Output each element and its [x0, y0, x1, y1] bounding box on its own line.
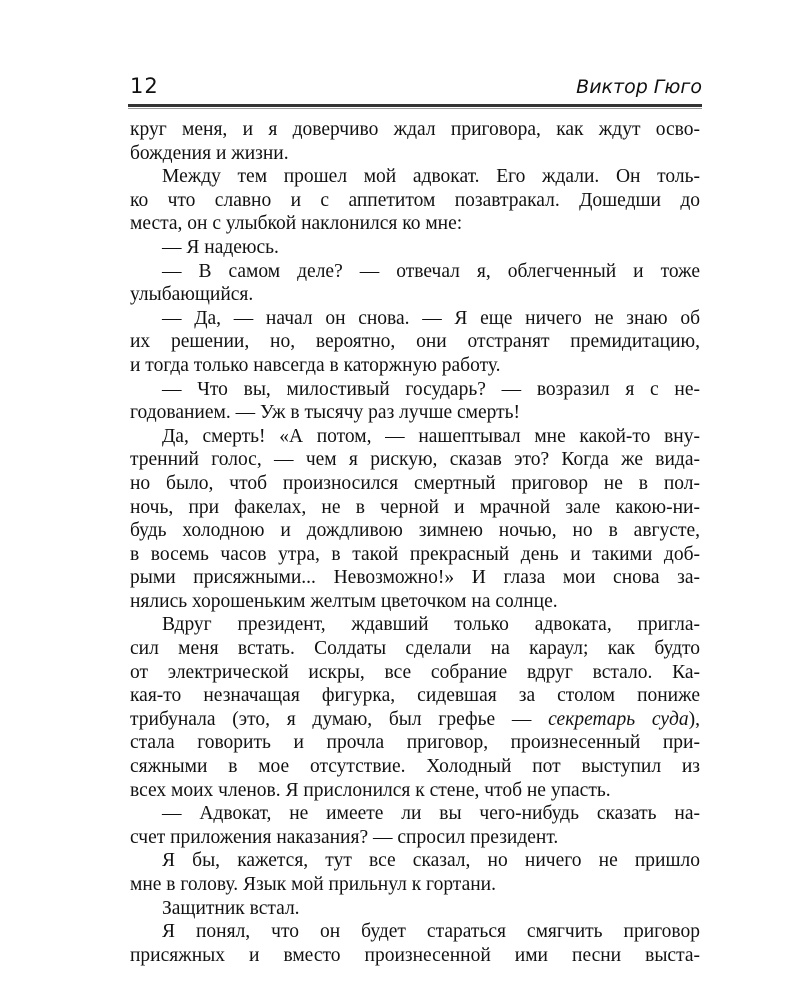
text-line-content: Да, смерть! «А потом, — нашептывал мне какой-то вну- [162, 425, 700, 447]
text-line [130, 849, 700, 873]
page-number: 12 [130, 74, 159, 98]
text-line-content: годованием. — Уж в тысячу раз лучше смерть! [130, 402, 521, 424]
text-line [130, 236, 700, 260]
text-line-content: — Да, — начал он снова. — Я еще ничего не знаю об [162, 307, 700, 329]
text-line-content: Я бы, кажется, тут все сказал, но ничего не пришло [162, 850, 700, 872]
text-line [130, 496, 700, 520]
text-line-content: Вдруг президент, ждавший только адвоката, пригла- [162, 614, 700, 636]
text-line-content: — Что вы, милостивый государь? — возразил я с не- [162, 378, 700, 400]
header-rule-thin [128, 108, 702, 109]
text-line-content: всех моих членов. Я прислонился к стене, чтоб не упасть. [130, 779, 611, 801]
text-line-content: рыми присяжными... Невозможно!» И глаза мои снова за- [130, 567, 700, 589]
text-line-content: — Я надеюсь. [162, 236, 279, 258]
text-line [130, 920, 700, 944]
text-line-content: Между тем прошел мой адвокат. Его ждали. Он толь- [162, 166, 700, 188]
text-line [130, 731, 700, 755]
text-line-content: улыбающийся. [130, 284, 254, 306]
italic-gloss: секретарь суда [548, 708, 689, 730]
text-line [130, 283, 700, 307]
text-line-content: трибунала (это, я думаю, был грефье — [130, 708, 549, 730]
text-line [130, 212, 700, 236]
text-line-content: ко что славно и с аппетитом позавтракал. Дошедши до [130, 189, 700, 211]
text-line-tail: ), [688, 708, 700, 730]
text-line [130, 448, 700, 472]
text-line-content: их решении, но, вероятно, они отстранят премидитацию, [130, 331, 700, 353]
text-line-content: бождения и жизни. [130, 142, 289, 164]
text-line [130, 684, 700, 708]
text-line [130, 165, 700, 189]
text-line [130, 378, 700, 402]
text-line-content: кая-то незначащая фигурка, сидевшая за столом пониже [130, 685, 700, 707]
text-line-content: круг меня, и я доверчиво ждал приговора, как ждут осво- [130, 119, 700, 140]
text-line-content: места, он с улыбкой наклонился ко мне: [130, 213, 463, 235]
text-line [130, 661, 700, 685]
text-line [130, 802, 700, 826]
text-line [130, 543, 700, 567]
text-line [130, 779, 700, 803]
text-line [130, 897, 700, 921]
text-line [130, 708, 700, 732]
text-line [130, 401, 700, 425]
text-line [130, 260, 700, 284]
text-line-content: мне в голову. Язык мой прильнул к гортани. [130, 874, 496, 895]
text-line-content: но было, чтоб произносился смертный приговор не в пол- [130, 472, 700, 494]
text-line-content: от электрической искры, все собрание вдруг встало. Ка- [130, 661, 700, 683]
text-line-content: — Адвокат, не имеете ли вы чего-нибудь сказать на- [162, 803, 700, 825]
text-line [130, 519, 700, 543]
text-line [130, 873, 700, 897]
text-line-content: присяжных и вместо произнесенной ими песни выста- [130, 944, 700, 966]
text-line-content: стала говорить и прочла приговор, произнесенный при- [130, 732, 700, 754]
text-line [130, 472, 700, 496]
text-line [130, 944, 700, 968]
text-line-content: ночь, при факелах, не в черной и мрачной зале какою-ни- [130, 496, 700, 518]
text-line-content: сяжными в мое отсутствие. Холодный пот выступил из [130, 756, 700, 778]
text-line [130, 590, 700, 614]
text-line-content: Защитник встал. [162, 897, 300, 919]
text-line-content: нялись хорошеньким желтым цветочком на солнце. [130, 590, 558, 612]
text-line [130, 142, 700, 166]
text-line [130, 189, 700, 213]
text-line-content: Я понял, что он будет стараться смягчить приговор [162, 921, 700, 943]
text-line-content: — В самом деле? — отвечал я, облегченный и тоже [162, 260, 700, 282]
text-line [130, 425, 700, 449]
text-line-content: тренний голос, — чем я рискую, сказав это? Когда же вида- [130, 449, 700, 471]
text-line-content: и тогда только навсегда в каторжную работу. [130, 354, 501, 376]
text-line-content: будь холодною и дождливою зимнею ночью, но в августе, [130, 520, 700, 542]
text-line-content: сил меня встать. Солдаты сделали на караул; как будто [130, 638, 700, 660]
text-line [130, 118, 700, 142]
text-line [130, 826, 700, 850]
text-line [130, 755, 700, 779]
text-line [130, 354, 700, 378]
text-line [130, 307, 700, 331]
running-title: Виктор Гюго [576, 76, 702, 98]
running-header [128, 72, 702, 104]
page-body-text [130, 118, 700, 967]
text-line [130, 637, 700, 661]
text-line [130, 330, 700, 354]
header-rule [128, 104, 702, 107]
text-line [130, 613, 700, 637]
text-line-content: в восемь часов утра, в такой прекрасный день и такими доб- [130, 543, 700, 565]
text-line [130, 566, 700, 590]
text-line-content: счет приложения наказания? — спросил президент. [130, 826, 559, 848]
